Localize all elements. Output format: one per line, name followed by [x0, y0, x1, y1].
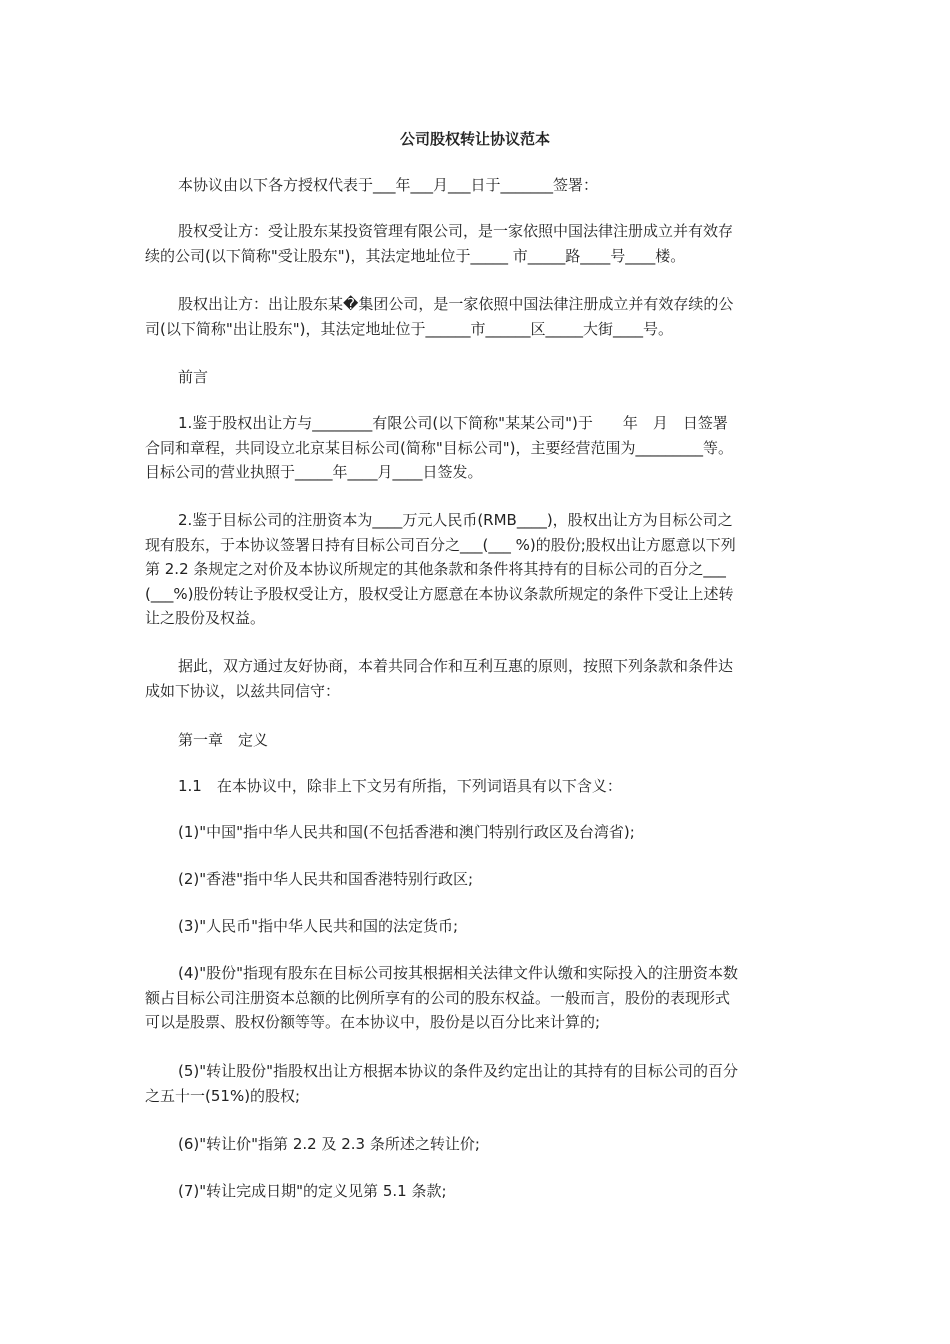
paragraph-recital-1: [145, 411, 805, 485]
text-line: 目标公司的营业执照于_____年____月____日签发。: [145, 463, 483, 481]
definition-item: [145, 1059, 805, 1108]
section-heading: 前言: [178, 368, 209, 386]
text-line: 可以是股票、股权份额等等。在本协议中，股份是以百分比来计算的;: [145, 1013, 601, 1031]
text-line: 成如下协议，以兹共同信守：: [145, 681, 341, 700]
definition-item: [145, 961, 805, 1035]
text-line: 第 2.2 条规定之对价及本协议所规定的其他条款和条件将其持有的目标公司的百分之___: [145, 560, 726, 578]
clause-1-1: [145, 774, 805, 799]
text-line: 据此，双方通过友好协商，本着共同合作和互利互惠的原则，按照下列条款和条件达: [178, 657, 734, 675]
definition-item: [145, 1132, 805, 1157]
text-line: (5)"转让股份"指股权出让方根据本协议的条件及约定出让的其持有的目标公司的百分: [178, 1062, 739, 1080]
definition-item: [145, 867, 805, 892]
text-line: (___%)股份转让予股权受让方，股权受让方愿意在本协议条款所规定的条件下受让上述转: [145, 584, 734, 603]
text-line: 1.1 在本协议中，除非上下文另有所指，下列词语具有以下含义：: [178, 777, 622, 795]
text-line: 之五十一(51%)的股权;: [145, 1086, 301, 1105]
text-line: (1)"中国"指中华人民共和国(不包括香港和澳门特别行政区及台湾省);: [178, 823, 635, 841]
definition-item: [145, 820, 805, 845]
text-line: 合同和章程，共同设立北京某目标公司(简称"目标公司")，主要经营范围为_________等。: [145, 438, 734, 457]
text-line: (3)"人民币"指中华人民共和国的法定货币;: [178, 917, 459, 935]
paragraph-intro: [145, 173, 805, 198]
paragraph-transferor: [145, 292, 805, 341]
text-line: 现有股东，于本协议签署日持有目标公司百分之___(___ %)的股份;股权出让方愿意以下列: [145, 535, 736, 554]
text-line: 股权出让方：出让股东某�集团公司，是一家依照中国法律注册成立并有效存续的公: [178, 295, 734, 313]
text-line: 让之股份及权益。: [145, 609, 266, 627]
text-line: (2)"香港"指中华人民共和国香港特别行政区;: [178, 870, 474, 888]
paragraph-recital-2: [145, 508, 805, 631]
text-line: 额占目标公司注册资本总额的比例所享有的公司的股东权益。一般而言，股份的表现形式: [145, 988, 731, 1007]
text-line: 续的公司(以下简称"受让股东")，其法定地址位于_____ 市_____路____号____楼。: [145, 246, 686, 265]
text-line: (7)"转让完成日期"的定义见第 5.1 条款;: [178, 1182, 447, 1200]
text-line: (4)"股份"指现有股东在目标公司按其根据相关法律文件认缴和实际投入的注册资本数: [178, 964, 739, 982]
paragraph-preface: [145, 365, 805, 390]
text-line: 司(以下简称"出让股东")，其法定地址位于______市______区_____大街____号。: [145, 319, 674, 338]
paragraph-whereas: [145, 654, 805, 703]
text-line: (6)"转让价"指第 2.2 及 2.3 条所述之转让价;: [178, 1135, 480, 1153]
document-title: 公司股权转让协议范本: [399, 130, 550, 148]
chapter-title: 第一章 定义: [178, 731, 269, 749]
text-line: 1.鉴于股权出让方与________有限公司(以下简称"某某公司")于 年 月 日签署: [178, 414, 728, 432]
paragraph-transferee: [145, 219, 805, 268]
text-line: 2.鉴于目标公司的注册资本为____万元人民币(RMB____)，股权出让方为目标公司之: [178, 511, 733, 529]
chapter-heading: [145, 728, 805, 753]
definition-item: [145, 1179, 805, 1204]
text-line: 股权受让方：受让股东某投资管理有限公司，是一家依照中国法律注册成立并有效存: [178, 222, 734, 240]
text-line: 本协议由以下各方授权代表于___年___月___日于_______签署：: [178, 176, 599, 194]
definition-item: [145, 914, 805, 939]
